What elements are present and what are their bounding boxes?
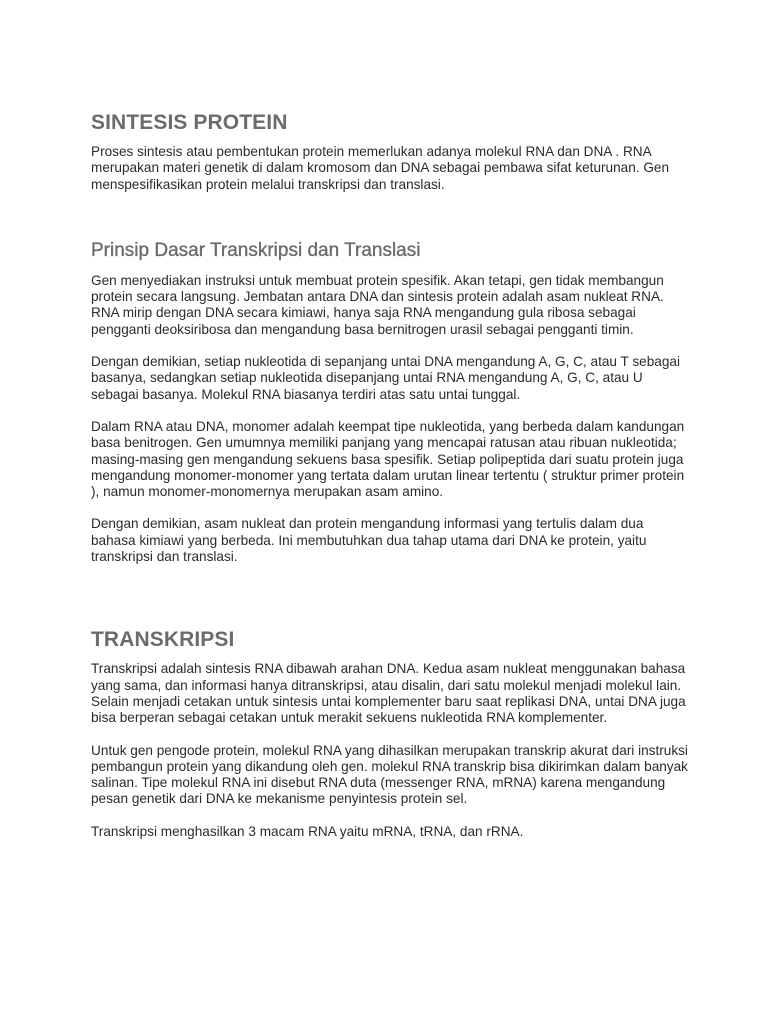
section-transkripsi [91, 627, 691, 840]
paragraph: Untuk gen pengode protein, molekul RNA yang dihasilkan merupakan transkrip akurat dari instruksi pembangun protein yang dikandung oleh gen. molekul RNA transkrip bisa dikirimkan dalam banyak salinan. Tipe molekul RNA ini disebut RNA duta (messenger RNA, mRNA) karena mengandung pesan genetik dari DNA ke mekanisme penyintesis protein sel. [91, 742, 688, 807]
document-body [91, 110, 691, 856]
paragraph: Transkripsi menghasilkan 3 macam RNA yaitu mRNA, tRNA, dan rRNA. [91, 823, 524, 839]
section-heading: SINTESIS PROTEIN [91, 111, 288, 134]
paragraph: Dengan demikian, asam nukleat dan protein mengandung informasi yang tertulis dalam dua bahasa kimiawi yang berbeda. Ini membutuhkan dua tahap utama dari DNA ke protein, yaitu transkripsi dan translasi. [91, 516, 647, 565]
section-sintesis-protein [91, 110, 691, 193]
paragraph: Dalam RNA atau DNA, monomer adalah keempat tipe nukleotida, yang berbeda dalam kandungan basa benitrogen. Gen umumnya memiliki panjang yang mencapai ratusan atau ribuan nukleotida; masing-masing gen mengandung sekuens basa spesifik. Setiap polipeptida dari suatu protein juga mengandung monomer-monomer yang tertata dalam urutan linear tertentu ( struktur primer protein ), namun monomer-monomernya merupakan asam amino. [91, 418, 685, 500]
section-prinsip-dasar [91, 239, 691, 565]
paragraph: Proses sintesis atau pembentukan protein memerlukan adanya molekul RNA dan DNA . RNA merupakan materi genetik di dalam kromosom dan DNA sebagai pembawa sifat keturunan. Gen menspesifikasikan protein melalui transkripsi dan translasi. [91, 144, 670, 192]
section-heading: Prinsip Dasar Transkripsi dan Translasi [91, 239, 421, 261]
paragraph: Transkripsi adalah sintesis RNA dibawah arahan DNA. Kedua asam nukleat menggunakan bahasa yang sama, dan informasi hanya ditranskripsi, atau disalin, dari satu molekul menjadi molekul lain. Selain menjadi cetakan untuk sintesis untai komplementer baru saat replikasi DNA, untai DNA juga bisa berperan sebagai cetakan untuk merakit sekuens nukleotida RNA komplementer. [91, 661, 686, 726]
paragraph: Gen menyediakan instruksi untuk membuat protein spesifik. Akan tetapi, gen tidak membangun protein secara langsung. Jembatan antara DNA dan sintesis protein adalah asam nukleat RNA. RNA mirip dengan DNA secara kimiawi, hanya saja RNA mengandung gula ribosa sebagai pengganti deoksiribosa dan mengandung basa bernitrogen urasil sebagai pengganti timin. [91, 272, 664, 337]
section-heading: TRANSKRIPSI [91, 628, 235, 652]
section-spacer [91, 193, 691, 239]
paragraph: Dengan demikian, setiap nukleotida di sepanjang untai DNA mengandung A, G, C, atau T sebagai basanya, sedangkan setiap nukleotida disepanjang untai RNA mengandung A, G, C, atau U sebagai basanya. Molekul RNA biasanya terdiri atas satu untai tunggal. [91, 354, 680, 402]
section-spacer [91, 581, 691, 627]
